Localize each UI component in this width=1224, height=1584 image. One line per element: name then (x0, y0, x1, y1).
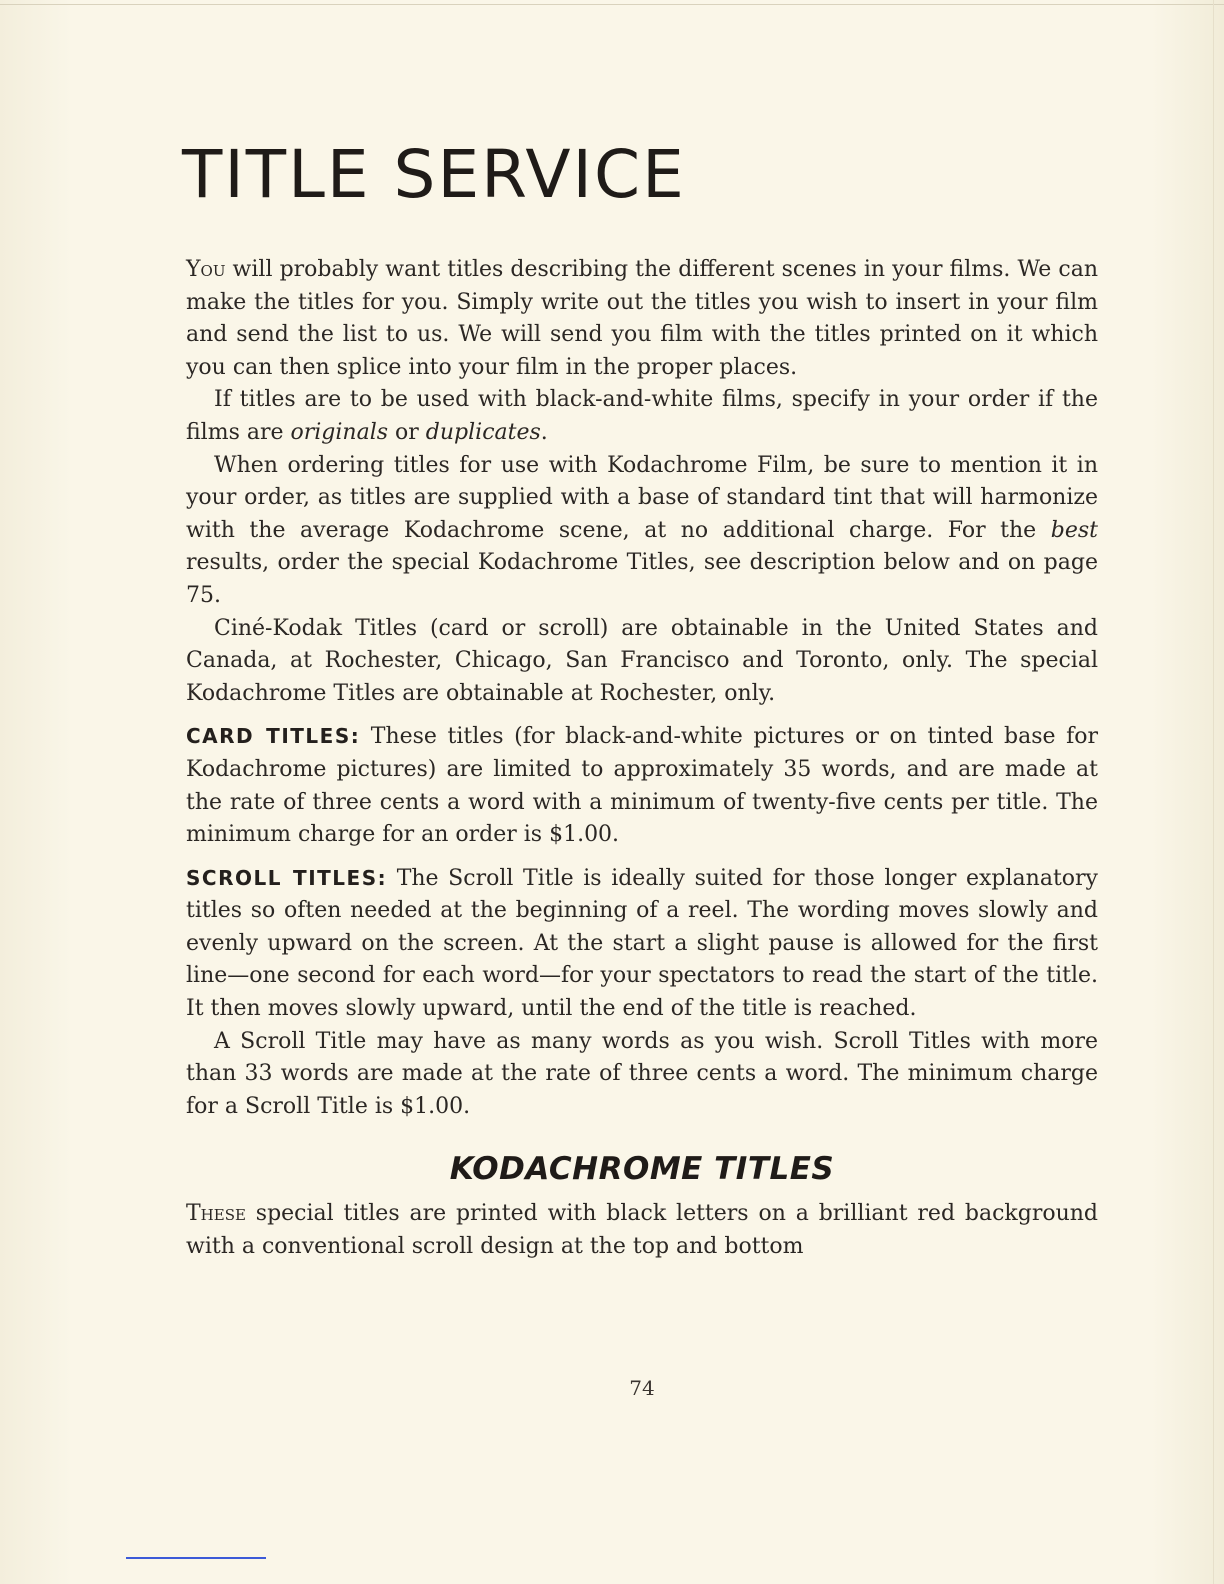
scroll-titles-paragraph (186, 862, 1098, 1026)
originals-term: originals (290, 419, 389, 445)
kodachrome-film-text-end: results, order the special Kodachrome Titles, see description below and on page 75. (186, 550, 1098, 608)
intro-paragraph (186, 254, 1098, 384)
card-titles-paragraph (186, 720, 1098, 851)
intro-text: will probably want titles describing the different scenes in your films. We can make the titles for you. Simply write out the titles you wish to insert in your film and send the list to us. We will send you film with the titles printed on it which you can then splice into your film in the proper places. (186, 257, 1098, 380)
or-text: or (388, 419, 426, 445)
scroll-titles-text: The Scroll Title is ideally suited for those longer explanatory titles so often needed at the beginning of a reel. The wording moves slowly and evenly upward on the screen. At the start a slight pause is allowed for the first line—one second for each word—for your spectators to read the start of the title. It then moves slowly upward, until the end of the title is reached. (186, 865, 1098, 1022)
kodachrome-lead-word: These (186, 1201, 246, 1227)
scroll-titles-pricing: A Scroll Title may have as many words as you wish. Scroll Titles with more than 33 words are made at the rate of three cents a word. The minimum charge for a Scroll Title is $1.00. (186, 1028, 1098, 1119)
page-number: 74 (629, 1376, 655, 1400)
kodachrome-titles-heading: KODACHROME TITLES (449, 1151, 835, 1188)
black-white-paragraph (186, 384, 1098, 449)
body-text (186, 254, 1098, 1263)
scroll-titles-label: SCROLL TITLES: (186, 865, 388, 890)
kodachrome-titles-paragraph (186, 1198, 1098, 1263)
page-edge (1213, 0, 1214, 1584)
best-term: best (1050, 517, 1098, 543)
duplicates-term: duplicates (425, 419, 541, 445)
scan-mark (126, 1557, 266, 1559)
period: . (540, 419, 548, 445)
kodachrome-film-text: When ordering titles for use with Kodachrome Film, be sure to mention it in your order, as titles are supplied with a base of standard tint that will harmonize with the average Kodachrome scene, at no additional charge. For the (186, 452, 1098, 543)
card-titles-text: These titles (for black-and-white pictures or on tinted base for Kodachrome pictures) are limited to approximately 35 words, and are made at the rate of three cents a word with a minimum of twenty-five cents per title. The minimum charge for an order is $1.00. (186, 724, 1098, 848)
black-white-text: If titles are to be used with black-and-white films, specify in your order if the films are (186, 387, 1098, 445)
intro-lead-word: You (186, 257, 226, 282)
page-title: TITLE SERVICE (182, 136, 686, 213)
card-titles-label: CARD TITLES: (186, 724, 361, 749)
top-rule (0, 4, 1224, 5)
availability-paragraph: Ciné-Kodak Titles (card or scroll) are obtainable in the United States and Canada, at Rochester, Chicago, San Francisco and Toronto, only. The special Kodachrome Titles are obtainable at Rochester, only. (186, 615, 1098, 706)
kodachrome-film-paragraph (186, 450, 1098, 613)
kodachrome-titles-text: special titles are printed with black letters on a brilliant red background with a conventional scroll design at the top and bottom (186, 1201, 1098, 1259)
